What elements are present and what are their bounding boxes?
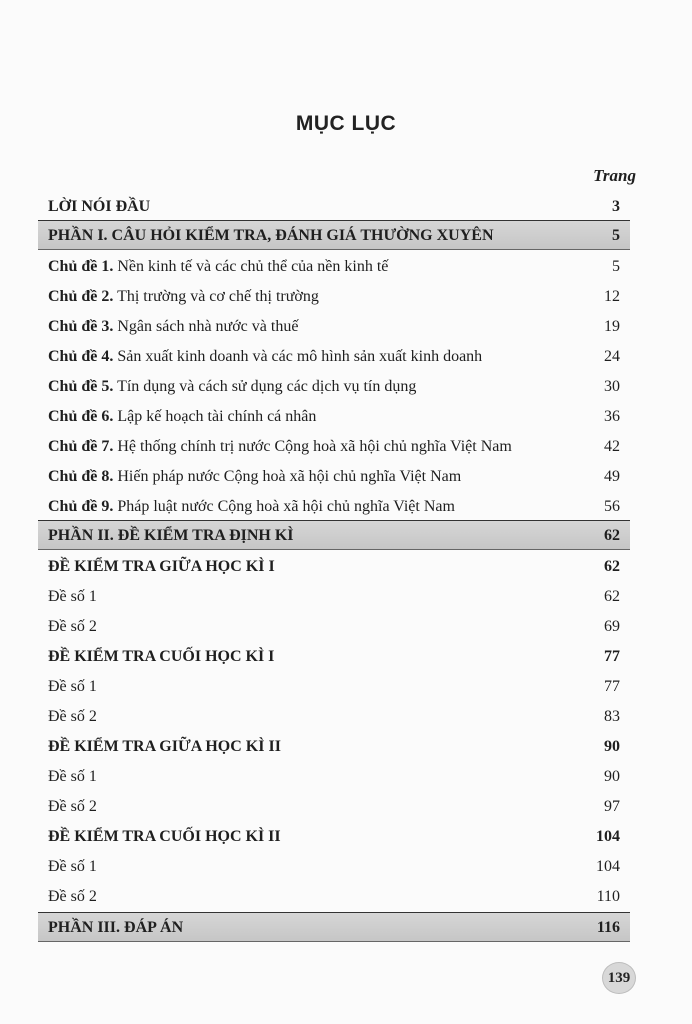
toc-part-3[interactable] [38,912,630,942]
toc-entry-label: PHẦN III. ĐÁP ÁN [48,919,184,936]
toc-entry-label: ĐỀ KIỂM TRA CUỐI HỌC KÌ II [48,828,281,845]
toc-entry-label: Lập kế hoạch tài chính cá nhân [117,408,317,425]
toc-entry-page: 90 [604,738,620,755]
toc-entry-test[interactable] [38,580,630,610]
toc-entry-label: ĐỀ KIỂM TRA GIỮA HỌC KÌ II [48,738,281,755]
toc-entry-label: Đề số 1 [48,588,97,605]
toc-entry-label: PHẦN II. ĐỀ KIỂM TRA ĐỊNH KÌ [48,527,294,544]
toc-entry-page: 19 [604,318,620,335]
toc-entry-page: 56 [604,498,620,515]
toc-entry-page: 104 [596,858,620,875]
toc-entry-label: PHẦN I. CÂU HỎI KIỂM TRA, ĐÁNH GIÁ THƯỜNG XUYÊN [48,227,494,244]
toc-entry-prefix: Chủ đề 4. [48,348,114,365]
toc-entry-topic-1[interactable] [38,250,630,280]
toc-entry-prefix: Chủ đề 5. [48,378,114,395]
toc-entry-label: Tín dụng và cách sử dụng các dịch vụ tín dụng [117,378,417,395]
toc-section-midterm-1[interactable] [38,550,630,580]
toc-entry-preface[interactable] [38,190,630,220]
toc-entry-label: Hệ thống chính trị nước Cộng hoà xã hội chủ nghĩa Việt Nam [117,438,512,455]
toc-entry-test[interactable] [38,610,630,640]
page-number-badge: 139 [602,962,636,994]
page-title: MỤC LỤC [295,112,397,135]
toc-entry-prefix: Chủ đề 3. [48,318,114,335]
toc-entry-page: 62 [604,558,620,575]
toc-entry-prefix: Chủ đề 2. [48,288,114,305]
toc-entry-prefix: Chủ đề 9. [48,498,114,515]
toc-entry-page: 5 [612,258,620,275]
toc-entry-page: 3 [612,198,620,215]
toc-entry-test[interactable] [38,700,630,730]
toc-entry-page: 116 [596,919,620,936]
toc-entry-test[interactable] [38,670,630,700]
toc-entry-label: LỜI NÓI ĐẦU [48,198,151,215]
toc-entry-label: Đề số 1 [48,768,97,785]
toc-entry-topic-5[interactable] [38,370,630,400]
toc-entry-label: Pháp luật nước Cộng hoà xã hội chủ nghĩa Việt Nam [117,498,455,515]
toc-entry-page: 62 [604,588,620,605]
toc-entry-page: 90 [604,768,620,785]
toc-entry-page: 24 [604,348,620,365]
toc-entry-page: 12 [604,288,620,305]
toc-entry-prefix: Chủ đề 7. [48,438,114,455]
toc-entry-label: ĐỀ KIỂM TRA GIỮA HỌC KÌ I [48,558,275,575]
toc-section-final-1[interactable] [38,640,630,670]
toc-entry-label: Thị trường và cơ chế thị trường [117,288,319,305]
toc-entry-test[interactable] [38,760,630,790]
toc-entry-page: 110 [596,888,620,905]
toc-entry-test[interactable] [38,790,630,820]
toc-entry-topic-4[interactable] [38,340,630,370]
toc-section-final-2[interactable] [38,820,630,850]
toc-entry-label: Đề số 1 [48,858,97,875]
toc-entry-topic-3[interactable] [38,310,630,340]
toc-section-midterm-2[interactable] [38,730,630,760]
toc-entry-prefix: Chủ đề 6. [48,408,114,425]
toc-entry-label: ĐỀ KIỂM TRA CUỐI HỌC KÌ I [48,648,275,665]
toc-entry-page: 104 [596,828,620,845]
toc-entry-page: 62 [604,527,620,544]
toc-entry-topic-9[interactable] [38,490,630,520]
toc-entry-topic-8[interactable] [38,460,630,490]
toc-entry-label: Đề số 2 [48,798,97,815]
toc-entry-topic-7[interactable] [38,430,630,460]
toc-part-1[interactable] [38,220,630,250]
toc-entry-topic-2[interactable] [38,280,630,310]
toc-entry-label: Đề số 1 [48,678,97,695]
toc-entry-page: 83 [604,708,620,725]
toc-entry-prefix: Chủ đề 8. [48,468,114,485]
toc-entry-page: 77 [604,678,620,695]
toc-entry-page: 30 [604,378,620,395]
toc-entry-test[interactable] [38,850,630,880]
toc-entry-page: 49 [604,468,620,485]
toc-entry-label: Đề số 2 [48,618,97,635]
toc-entry-page: 36 [604,408,620,425]
toc-entry-page: 77 [604,648,620,665]
page-column-label: Trang [593,166,636,185]
toc-part-2[interactable] [38,520,630,550]
toc-entry-page: 97 [604,798,620,815]
toc-entry-label: Hiến pháp nước Cộng hoà xã hội chủ nghĩa Việt Nam [117,468,462,485]
toc-entry-label: Đề số 2 [48,708,97,725]
toc-entry-test[interactable] [38,880,630,910]
toc-entry-label: Sản xuất kinh doanh và các mô hình sản xuất kinh doanh [117,348,483,365]
toc-entry-page: 42 [604,438,620,455]
toc-entry-page: 69 [604,618,620,635]
toc-entry-label: Nền kinh tế và các chủ thể của nền kinh tế [117,258,389,275]
toc-entry-topic-6[interactable] [38,400,630,430]
toc-entry-page: 5 [612,227,620,244]
toc-entry-label: Ngân sách nhà nước và thuế [117,318,299,335]
toc-entry-label: Đề số 2 [48,888,97,905]
toc-entry-prefix: Chủ đề 1. [48,258,114,275]
